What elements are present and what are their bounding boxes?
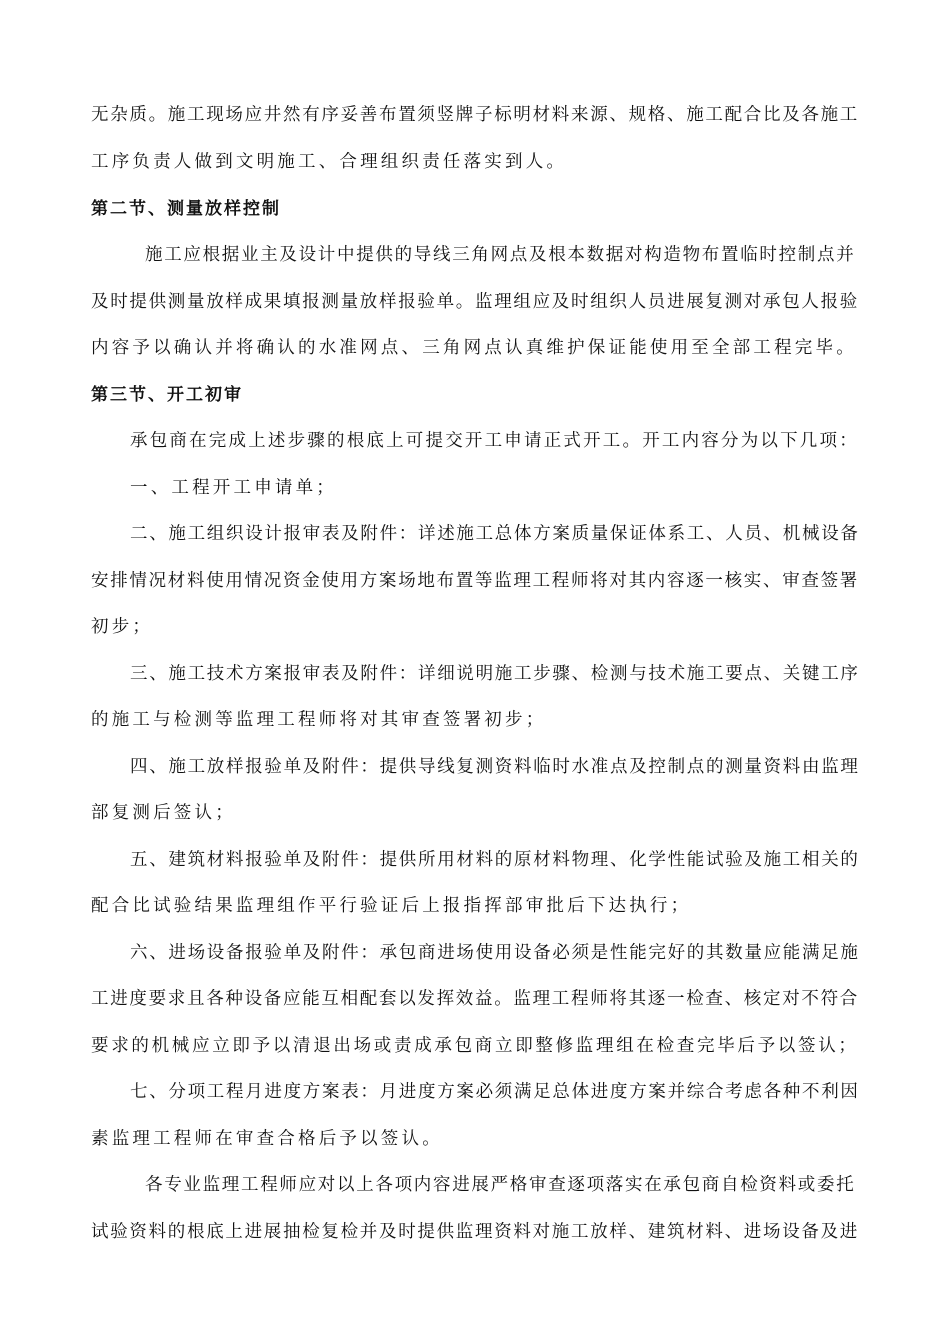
paragraph-line: 及时提供测量放样成果填报测量放样报验单。监理组应及时组织人员进展复测对承包人报验	[91, 292, 859, 312]
paragraph-line: 各专业监理工程师应对以上各项内容进展严格审查逐项落实在承包商自检资料或委托	[145, 1175, 856, 1195]
paragraph-line: 工序负责人做到文明施工、合理组织责任落实到人。	[91, 152, 568, 172]
list-item: 六、进场设备报验单及附件：承包商进场使用设备必须是性能完好的其数量应能满足施	[130, 943, 860, 963]
section-heading: 第二节、测量放样控制	[91, 199, 281, 219]
paragraph-line: 初步；	[91, 617, 154, 637]
list-item: 五、建筑材料报验单及附件：提供所用材料的原材料物理、化学性能试验及施工相关的	[130, 850, 860, 870]
paragraph-line: 承包商在完成上述步骤的根底上可提交开工申请正式开工。开工内容分为以下几项：	[130, 431, 859, 451]
list-item: 七、分项工程月进度方案表：月进度方案必须满足总体进度方案并综合考虑各种不利因	[130, 1082, 860, 1102]
list-item: 一、工程开工申请单；	[130, 478, 337, 498]
paragraph-line: 素监理工程师在审查合格后予以签认。	[91, 1129, 443, 1149]
section-heading: 第三节、开工初审	[91, 385, 243, 405]
paragraph-line: 要求的机械应立即予以清退出场或责成承包商立即整修监理组在检查完毕后予以签认；	[91, 1036, 859, 1056]
paragraph-line: 施工应根据业主及设计中提供的导线三角网点及根本数据对构造物布置临时控制点并	[145, 245, 856, 265]
paragraph-line: 工进度要求且各种设备应能互相配套以发挥效益。监理工程师将其逐一检查、核定对不符合	[91, 989, 859, 1009]
list-item: 二、施工组织设计报审表及附件：详述施工总体方案质量保证体系工、人员、机械设备	[130, 524, 860, 544]
paragraph-line: 的施工与检测等监理工程师将对其审查签署初步；	[91, 710, 547, 730]
paragraph-line: 试验资料的根底上进展抽检复检并及时提供监理资料对施工放样、建筑材料、进场设备及进	[91, 1222, 859, 1242]
list-item: 三、施工技术方案报审表及附件：详细说明施工步骤、检测与技术施工要点、关键工序	[130, 664, 860, 684]
list-item: 四、施工放样报验单及附件：提供导线复测资料临时水准点及控制点的测量资料由监理	[130, 757, 860, 777]
paragraph-line: 内容予以确认并将确认的水准网点、三角网点认真维护保证能使用至全部工程完毕。	[91, 338, 857, 358]
paragraph-line: 部复测后签认；	[91, 803, 236, 823]
paragraph-line: 配合比试验结果监理组作平行验证后上报指挥部审批后下达执行；	[91, 896, 692, 916]
paragraph-line: 安排情况材料使用情况资金使用方案场地布置等监理工程师将对其内容逐一核实、审查签署	[91, 571, 859, 591]
paragraph-line: 无杂质。施工现场应井然有序妥善布置须竖牌子标明材料来源、规格、施工配合比及各施工	[91, 105, 859, 125]
